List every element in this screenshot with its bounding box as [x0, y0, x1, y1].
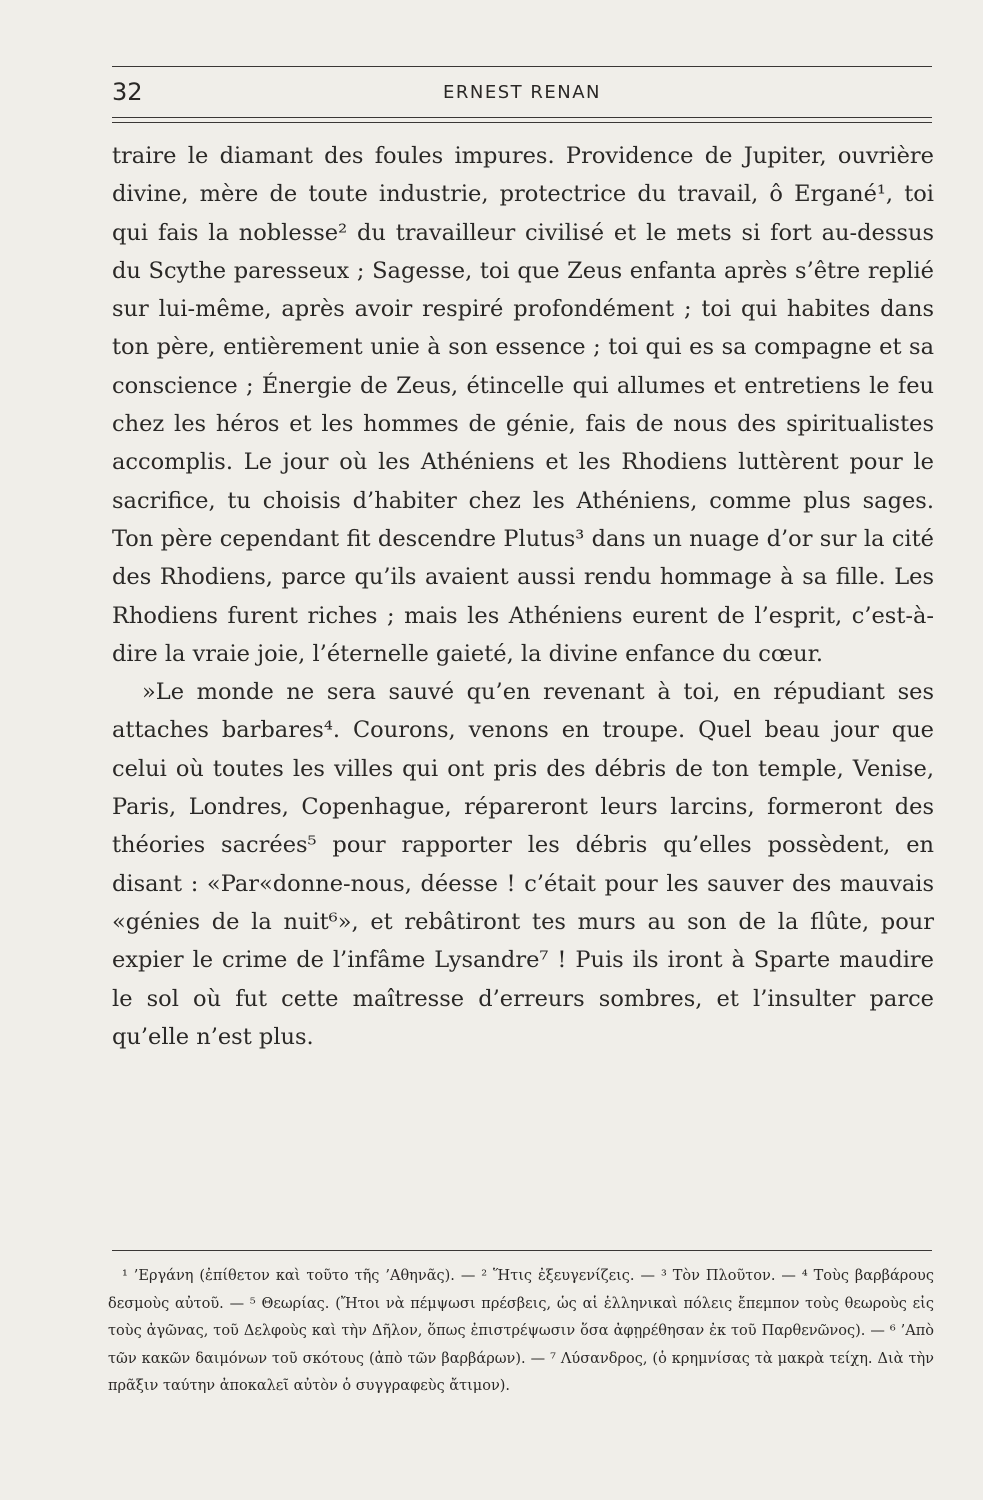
main-text [112, 137, 934, 1056]
page-number: 32 [112, 78, 143, 106]
page-header [112, 78, 932, 106]
footnote-text: ¹ ’Εργάνη (ἐπίθετον καὶ τοῦτο τῆς ’Αθηνᾶς). — ² Ἥτις ἐξευγενίζεις. — ³ Τὸν Πλοῦτον. — ⁴ Τοὺς βαρβάρους δεσμοὺς αὐτοῦ. — ⁵ Θεωρίας. (Ἤτοι νὰ πέμψωσι πρέσβεις, ὡς αἱ ἑλληνικαὶ πόλεις ἔπεμπον τοὺς θεωροὺς εἰς τοὺς ἀγῶνας, τοῦ Δελφοὺς καὶ τὴν Δῆλον, ὅπως ἐπιστρέψωσιν ὅσα ἀφῃρέθησαν ἐκ τοῦ Παρθενῶνος). — ⁶ ’Απὸ τῶν κακῶν δαιμόνων τοῦ σκότους (ἀπὸ τῶν βαρβάρων). — ⁷ Λύσανδρος, (ὁ κρημνίσας τὰ μακρὰ τείχη. Διὰ τὴν πρᾶξιν ταύτην ἀποκαλεῖ αὐτὸν ὁ συγγραφεὺς ἄτιμον). [108, 1268, 934, 1394]
header-rule [112, 117, 932, 118]
running-head: ERNEST RENAN [443, 82, 601, 103]
header-top-rule [112, 66, 932, 67]
footnote-rule [112, 1250, 932, 1251]
header-rule-double [112, 122, 932, 123]
paragraph: »Le monde ne sera sauvé qu’en revenant à toi, en répudiant ses attaches barbares⁴. Courons, venons en troupe. Quel beau jour que celui où toutes les villes qui ont pris des débris de ton temple, Venise, Paris, Londres, Copenhague, répareront leurs larcins, formeront des théories sacrées⁵ pour rapporter les débris qu’elles possèdent, en disant : «Par«donne-nous, déesse ! c’était pour les sauver des mauvais «génies de la nuit⁶», et rebâtiront tes murs au son de la flûte, pour expier le crime de l’infâme Lysandre⁷ ! Puis ils iront à Sparte maudire le sol où fut cette maîtresse d’erreurs sombres, et l’insulter parce qu’elle n’est plus. [112, 679, 934, 1050]
footnotes [108, 1263, 934, 1401]
paragraph: traire le diamant des foules impures. Providence de Jupiter, ouvrière divine, mère de toute industrie, protectrice du travail, ô Ergané¹, toi qui fais la noblesse² du travailleur civilisé et le mets si fort au-dessus du Scythe paresseux ; Sagesse, toi que Zeus enfanta après s’être replié sur lui-même, après avoir respiré profondément ; toi qui habites dans ton père, entièrement unie à son essence ; toi qui es sa compagne et sa conscience ; Énergie de Zeus, étincelle qui allumes et entretiens le feu chez les héros et les hommes de génie, fais de nous des spiritualistes accomplis. Le jour où les Athéniens et les Rhodiens luttèrent pour le sacrifice, tu choisis d’habiter chez les Athéniens, comme plus sages. Ton père cependant fit descendre Plutus³ dans un nuage d’or sur la cité des Rhodiens, parce qu’ils avaient aussi rendu hommage à sa fille. Les Rhodiens furent riches ; mais les Athéniens eurent de l’esprit, c’est-à-dire la vraie joie, l’éternelle gaieté, la divine enfance du cœur. [112, 143, 934, 667]
